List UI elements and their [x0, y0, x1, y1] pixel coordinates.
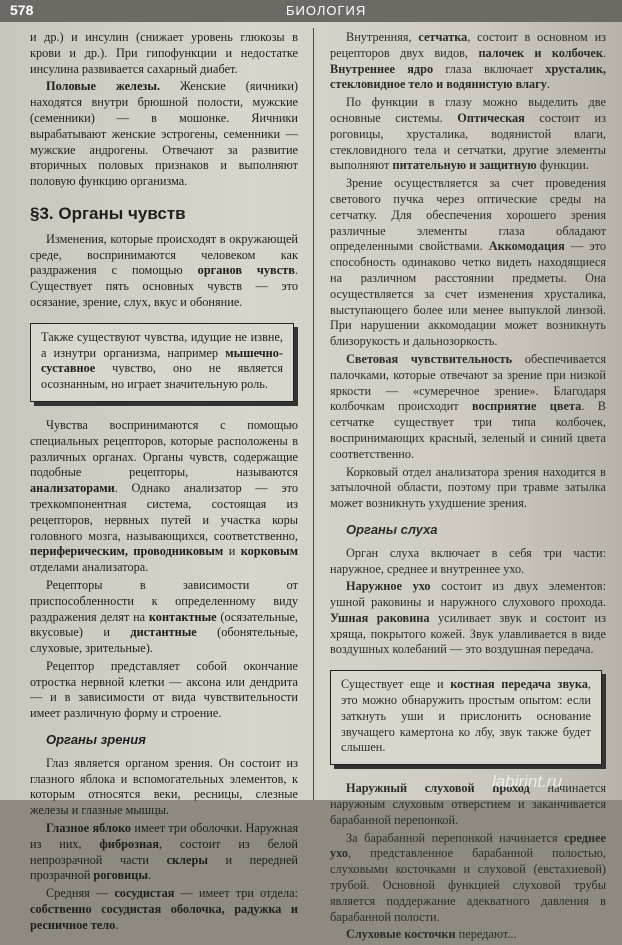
paragraph: Чувства воспринимаются с помощью специальных рецепторов, которые расположены в различных органах. Органы чувств, содержащие подобные рецепторы, называются анализаторами. Однако анализатор — это трехкомпонентная система, состоящая из рецепторов, нервных путей и участка коры головного мозга, называющихся, соответственно, периферическим, проводниковым и корковым отделами анализатора.: [30, 417, 299, 575]
paragraph: Изменения, которые происходят в окружающей среде, воспринимаются человеком как раздражения с помощью органов чувств. Существует пять основных чувств — это осязание, зрение, слух, вкус и обоняние.: [30, 231, 298, 309]
paragraph: и др.) и инсулин (снижает уровень глюкозы в крови и др.). При гипофункции и недостатке инсулина развивается сахарный диабет.: [30, 30, 298, 76]
subheading-vision: Органы зрения: [46, 732, 146, 748]
right-column: [330, 30, 606, 945]
running-title: БИОЛОГИЯ: [286, 3, 367, 18]
paragraph: Глазное яблоко имеет три оболочки. Наружная из них, фиброзная, состоит из белой непрозрачной части склеры и передней прозрачной роговицы.: [30, 821, 298, 883]
paragraph: Зрение осуществляется за счет проведения светового пучка через оптические среды на сетчатку. Для обеспечения хорошего зрения различные элементы глаза обладают определенными свойствами. Аккомодация — это способность одинаково четко видеть находящиеся на различном расстоянии предметы. Она осуществляется за счет изменения хрусталика, выступающего более или менее выпуклой линзой. При нарушении аккомодации может возникнуть близорукость и дальнозоркость.: [330, 176, 606, 349]
section-heading: §3. Органы чувств: [30, 203, 186, 223]
paragraph: Орган слуха включает в себя три части: наружное, среднее и внутреннее ухо.: [330, 545, 606, 576]
page-header: [0, 0, 622, 22]
paragraph: Средняя — сосудистая — имеет три отдела: собственно сосудистая оболочка, радужка и ресничное тело.: [30, 886, 298, 932]
paragraph: Рецептор представляет собой окончание отростка нервной клетки — аксона или дендрита — и в зависимости от вида чувствительности имеет различную форму и строение.: [30, 658, 298, 721]
subheading-hearing: Органы слуха: [346, 521, 438, 537]
callout-box: Существует еще и костная передача звука, это можно обнаружить простым опытом: если заткнуть уши и прислонить основание звучащего камертона ко лбу, звук также будет слышен.: [330, 670, 602, 765]
paragraph: По функции в глазу можно выделить две основные системы. Оптическая состоит из роговицы, хрусталика, водянистой влаги, стекловидного тела и сетчатки, другие элементы выполняют питательную и защитную функции.: [330, 95, 606, 173]
paragraph: Корковый отдел анализатора зрения находится в затылочной области, поэтому при травме затылка может возникнуть ухудшение зрения.: [330, 464, 606, 511]
paragraph: Половые железы. Женские (яичники) находятся внутри брюшной полости, мужские (семенники) — в мошонке. Яичники вырабатывают женские эстрогены, семенники — мужские андрогены. Отвечают за развитие вторичных половых признаков и выполняют половую функцию организма.: [30, 79, 298, 189]
paragraph: Слуховые косточки передают...: [346, 927, 517, 942]
watermark: labirint.ru: [492, 772, 562, 791]
paragraph: Внутренняя, сетчатка, состоит в основном из рецепторов двух видов, палочек и колбочек. Внутреннее ядро глаза включает хрусталик, стекловидное тело и водянистую влагу.: [330, 30, 607, 92]
callout-box: Также существуют чувства, идущие не извне, а изнутри организма, например мышечно-суставное чувство, оно не является осознанным, но играет значительную роль.: [30, 323, 294, 402]
column-divider: [313, 28, 314, 800]
paragraph: Наружный слуховой проход начинается наружным слуховым отверстием и заканчивается барабанной перепонкой.: [330, 781, 606, 827]
paragraph: За барабанной перепонкой начинается среднее ухо, представленное барабанной полостью, слуховыми косточками и слуховой (евстахиевой) трубой. Основной функцией слуховой трубы является поддержание адекватного давления в барабанной полости.: [330, 830, 606, 924]
paragraph: Глаз является органом зрения. Он состоит из глазного яблока и вспомогательных элементов, к которым относятся веки, ресницы, слезные железы и глазные мышцы.: [30, 755, 298, 818]
paragraph: Наружное ухо состоит из двух элементов: ушной раковины и наружного слухового прохода. Ушная раковина усиливает звук и состоит из хряща, покрытого кожей. Звук улавливается в виде воздушных колебаний — это воздушная передача.: [330, 579, 606, 657]
left-column: [30, 30, 298, 936]
paragraph: Рецепторы в зависимости от приспособленности к определенному виду раздражения делят на контактные (осязательные, вкусовые) и дистантные (обонятельные, слуховые, зрительные).: [30, 577, 298, 656]
paragraph: Световая чувствительность обеспечивается палочками, которые отвечают за зрение при низкой яркости — «сумеречное зрение». Благодаря колбочкам происходит восприятие цвета. В сетчатке существует три типа колбочек, воспринимающих красный, зеленый и синий цвета соответственно.: [330, 351, 606, 461]
page-number: 578: [10, 2, 34, 18]
